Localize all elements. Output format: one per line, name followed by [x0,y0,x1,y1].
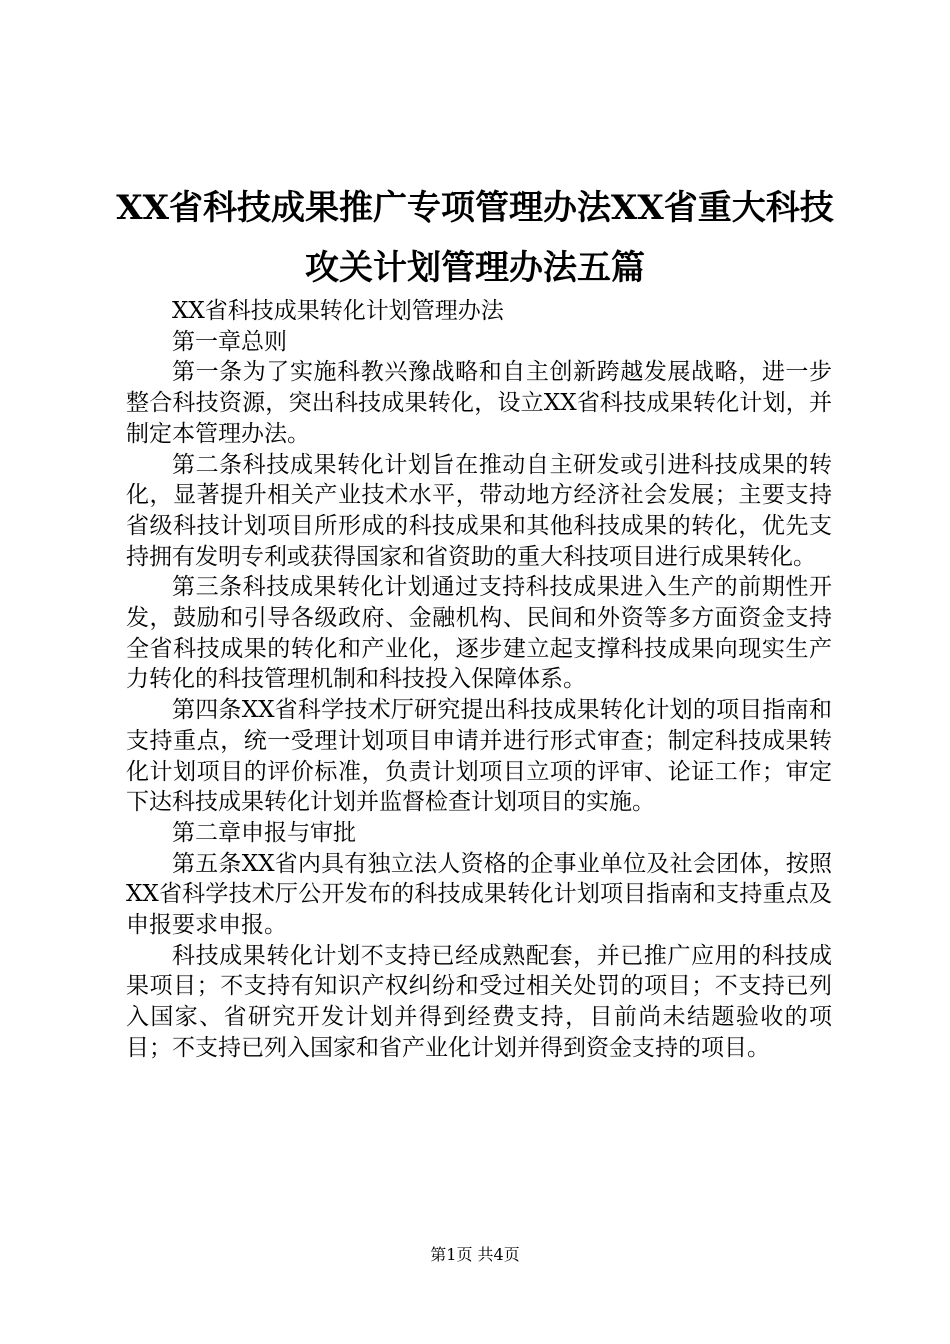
paragraph-article-2: 第二条科技成果转化计划旨在推动自主研发或引进科技成果的转化，显著提升相关产业技术水平，带动地方经济社会发展；主要支持省级科技计划项目所形成的科技成果和其他科技成果的转化，优先支持拥有发明专利或获得国家和省资助的重大科技项目进行成果转化。 [126,451,832,570]
paragraph-article-4: 第四条XX省科学技术厅研究提出科技成果转化计划的项目指南和支持重点，统一受理计划项目申请并进行形式审查；制定科技成果转化计划项目的评价标准，负责计划项目立项的评审、论证工作；审定下达科技成果转化计划并监督检查计划项目的实施。 [126,697,832,816]
document-title: XX省科技成果推广专项管理办法XX省重大科技攻关计划管理办法五篇 [116,188,834,288]
paragraph-article-1: 第一条为了实施科教兴豫战略和自主创新跨越发展战略，进一步整合科技资源，突出科技成果转化，设立XX省科技成果转化计划，并制定本管理办法。 [126,359,832,447]
page-number-footer: 第1页 共4页 [430,1245,520,1264]
paragraph-chapter-2: 第二章申报与审批 [172,819,356,846]
paragraph-article-3: 第三条科技成果转化计划通过支持科技成果进入生产的前期性开发，鼓励和引导各级政府、金融机构、民间和外资等多方面资金支持全省科技成果的转化和产业化，逐步建立起支撑科技成果向现实生产力转化的科技管理机制和科技投入保障体系。 [126,574,832,693]
document-body [126,296,832,1064]
paragraph-chapter-1: 第一章总则 [172,328,287,355]
paragraph-article-5: 第五条XX省内具有独立法人资格的企事业单位及社会团体，按照XX省科学技术厅公开发布的科技成果转化计划项目指南和支持重点及申报要求申报。 [126,850,832,939]
paragraph-plan-title: XX省科技成果转化计划管理办法 [172,298,504,324]
paragraph-exclusions: 科技成果转化计划不支持已经成熟配套，并已推广应用的科技成果项目；不支持有知识产权纠纷和受过相关处罚的项目；不支持已列入国家、省研究开发计划并得到经费支持，目前尚未结题验收的项目；不支持已列入国家和省产业化计划并得到资金支持的项目。 [126,942,832,1061]
